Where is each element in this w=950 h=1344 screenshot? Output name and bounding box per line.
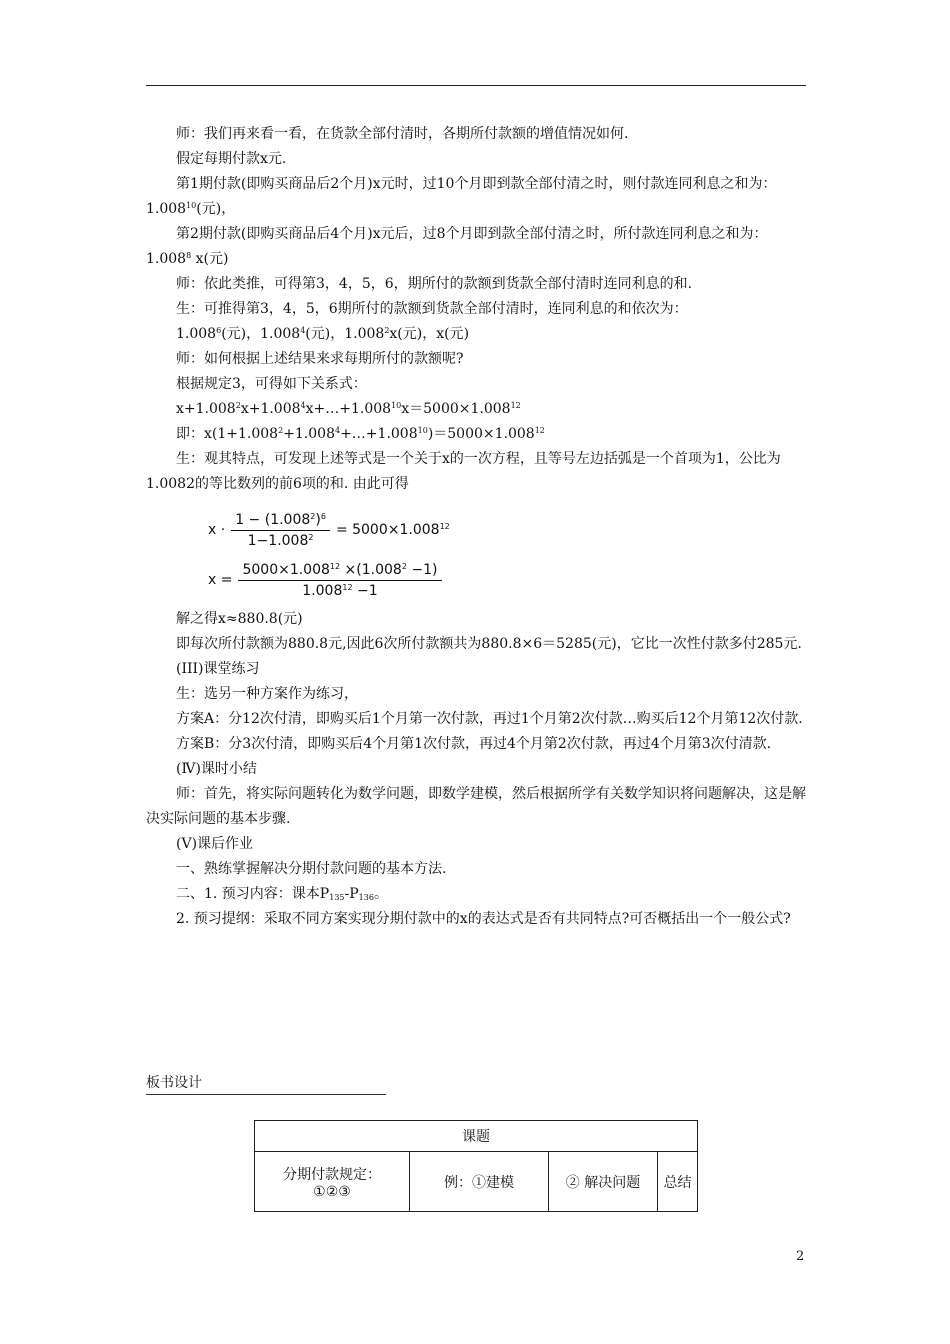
board-cell-solve: ② 解决问题 — [549, 1152, 658, 1212]
text: x+1.008 — [240, 401, 301, 417]
section-heading: (Ⅴ)课后作业 — [176, 836, 254, 852]
subscript: 136 — [358, 893, 374, 902]
text: 分期付款规定： — [283, 1166, 381, 1183]
equation-line — [146, 397, 811, 422]
board-design-table — [254, 1120, 698, 1212]
paragraph: 2. 预习提纲：采取不同方案实现分期付款中的x的表达式是否有共同特点?可否概括出一个一般公式? — [176, 911, 791, 927]
superscript: 2 — [235, 401, 241, 410]
formula-line-2 — [208, 555, 468, 605]
text: x＝5000×1.008 — [401, 401, 511, 417]
text: −1) — [406, 561, 438, 578]
paragraph: 师：依此类推，可得第3，4，5，6，期所付的款额到货款全部付清时连同利息的和. — [176, 276, 693, 292]
paragraph: 即每次所付款额为880.8元,因此6次所付款额共为880.8×6＝5285(元)，它比一次性付款多付285元. — [176, 636, 802, 652]
paragraph: 生：可推得第3，4，5，6期所付的款额到货款全部付清时，连同利息的和依次为： — [176, 301, 688, 317]
text: 1.008 — [302, 582, 343, 599]
header-rule — [146, 85, 806, 86]
text: 第2期付款(即购买商品后4个月)x元后，过8个月即到款全部付清之时，所付款连同利息之和为：1.008 — [146, 226, 768, 267]
paragraph: 生：观其特点，可发现上述等式是一个关于x的一次方程，且等号左边括弧是一个首项为1，公比为1.0082的等比数列的前6项的和. 由此可得 — [146, 451, 781, 492]
superscript: 2 — [384, 326, 390, 335]
text: 5000×1.008 — [242, 561, 330, 578]
text: x+…+1.008 — [305, 401, 392, 417]
superscript: 2 — [310, 511, 316, 521]
superscript: 10 — [391, 401, 402, 410]
paragraph: 假定每期付款x元. — [176, 151, 287, 167]
text: x(元) — [191, 251, 229, 267]
text: -P — [344, 886, 359, 902]
superscript: 2 — [278, 426, 284, 435]
text: 1 − (1.008 — [235, 511, 311, 528]
paragraph: 根据规定3，可得如下关系式： — [176, 376, 367, 392]
superscript: 2 — [401, 561, 407, 571]
board-design-label: 板书设计 — [146, 1072, 386, 1095]
superscript: 4 — [334, 426, 341, 435]
section-heading: (Ⅳ)课时小结 — [176, 761, 257, 777]
board-title-cell: 课题 — [255, 1121, 698, 1152]
formula-block — [208, 505, 468, 605]
superscript: 12 — [329, 561, 341, 571]
text: = 5000×1.008 — [335, 522, 440, 538]
text: 1.008 — [176, 326, 217, 342]
board-cell-summary: 总结 — [658, 1152, 698, 1212]
paragraph: 师：首先，将实际问题转化为数学问题，即数学建模，然后根据所学有关数学知识将问题解决，这是解决实际问题的基本步骤. — [146, 786, 806, 827]
text: ) — [315, 511, 321, 528]
paragraph: 生：选另一种方案作为练习， — [176, 686, 358, 702]
numerator — [238, 562, 441, 581]
board-cell-example: 例：①建模 — [410, 1152, 549, 1212]
superscript: 6 — [216, 326, 222, 335]
paragraph: 解之得x≈880.8(元) — [176, 611, 303, 627]
superscript: 10 — [186, 201, 197, 210]
fraction — [231, 512, 330, 549]
paragraph — [146, 172, 811, 222]
superscript: 12 — [439, 522, 450, 531]
superscript: 2 — [308, 532, 314, 542]
formula-rhs — [336, 522, 450, 538]
formula-variable: x = — [208, 572, 233, 588]
text: +1.008 — [283, 426, 335, 442]
text: 1−1.008 — [247, 532, 309, 549]
denominator — [244, 531, 318, 549]
paragraph — [146, 882, 811, 907]
superscript: 12 — [342, 582, 353, 592]
superscript: 12 — [510, 401, 521, 410]
text: (元)， — [196, 201, 236, 217]
text: 。 — [373, 886, 388, 902]
paragraph: 一、熟练掌握解决分期付款问题的基本方法. — [176, 861, 447, 877]
text: 即：x(1+1.008 — [176, 426, 279, 442]
superscript: 4 — [300, 326, 306, 335]
superscript: 6 — [320, 511, 326, 521]
denominator — [298, 581, 381, 599]
superscript: 4 — [300, 401, 306, 410]
formula-line-1 — [208, 505, 468, 555]
subscript: 135 — [329, 893, 345, 902]
formula-variable: x · — [208, 522, 226, 538]
text: x(元)，x(元) — [389, 326, 470, 342]
text: (元)，1.008 — [305, 326, 385, 342]
numerator — [231, 512, 330, 531]
text: −1 — [352, 582, 378, 599]
text: ①②③ — [313, 1183, 351, 1200]
text: (元)，1.008 — [221, 326, 301, 342]
text: ×(1.008 — [340, 561, 402, 578]
paragraph: 方案A：分12次付清，即购买后1个月第一次付款，再过1个月第2次付款…购买后12个月第12次付款. — [176, 711, 803, 727]
superscript: 8 — [186, 251, 192, 260]
paragraph: 方案B：分3次付清，即购买后4个月第1次付款，再过4个月第2次付款，再过4个月第3次付清款. — [176, 736, 772, 752]
paragraph — [146, 322, 811, 347]
text: )＝5000×1.008 — [427, 426, 535, 442]
superscript: 12 — [534, 426, 545, 435]
superscript: 10 — [417, 426, 428, 435]
fraction — [238, 562, 441, 599]
text: 二、1. 预习内容：课本P — [176, 886, 330, 902]
text: +…+1.008 — [340, 426, 418, 442]
paragraph: 师：我们再来看一看，在货款全部付清时，各期所付款额的增值情况如何. — [176, 126, 629, 142]
paragraph — [146, 222, 811, 272]
text: x+1.008 — [176, 401, 236, 417]
equation-line — [146, 422, 811, 447]
section-heading: (III)课堂练习 — [176, 661, 260, 677]
board-cell-rules — [255, 1152, 410, 1212]
paragraph: 师：如何根据上述结果来求每期所付的款额呢? — [176, 351, 464, 367]
page-number: 2 — [796, 1249, 805, 1264]
text: 第1期付款(即购买商品后2个月)x元时，过10个月即到款全部付清之时，则付款连同利息之和为：1.008 — [146, 176, 777, 217]
